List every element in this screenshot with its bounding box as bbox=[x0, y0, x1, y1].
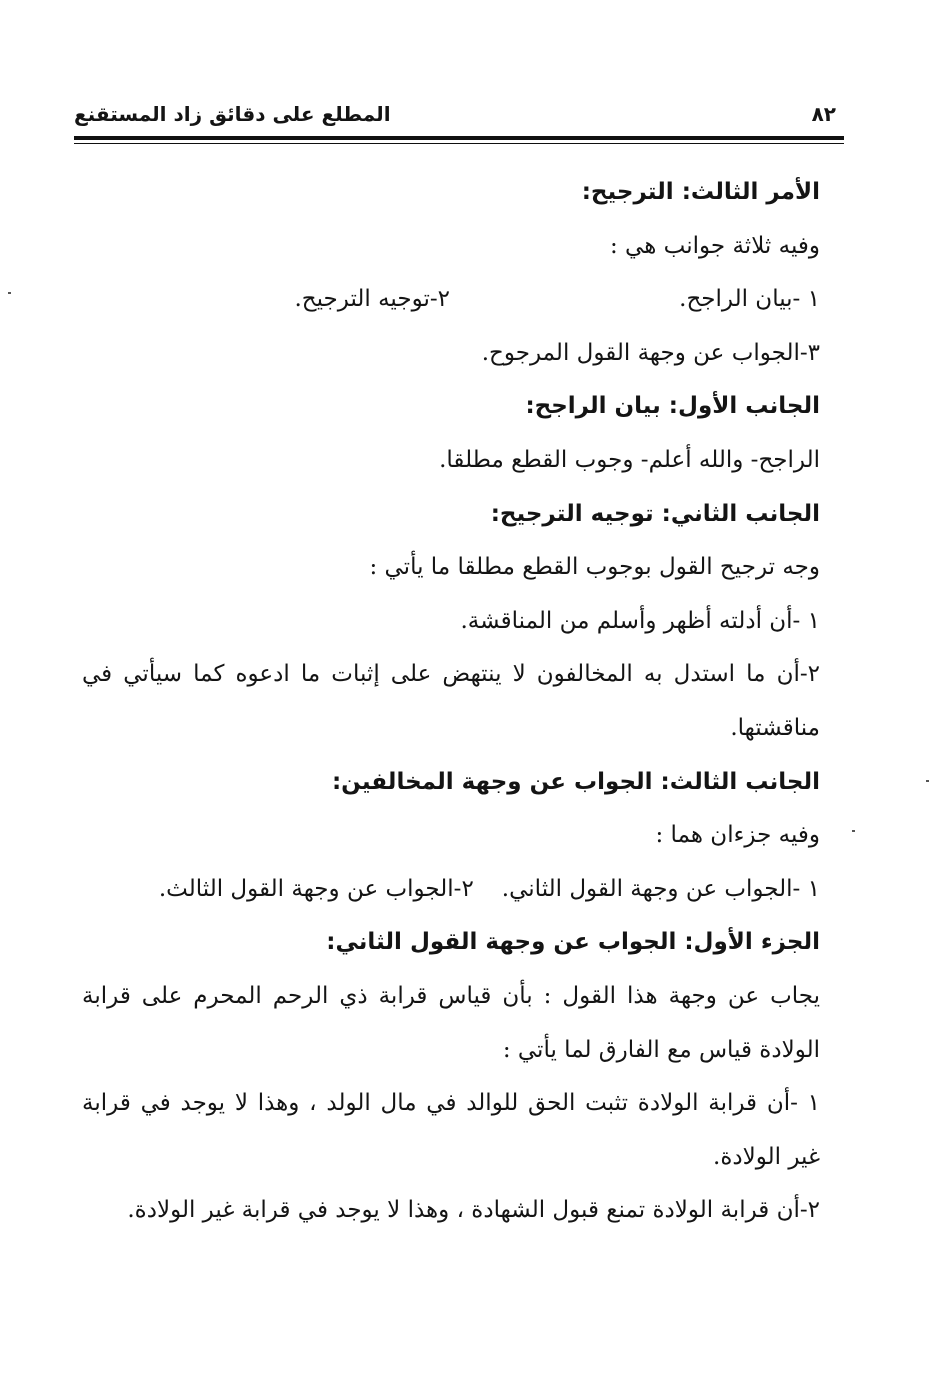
running-title: المطلع على دقائق زاد المستقنع bbox=[74, 102, 391, 126]
page-body bbox=[82, 166, 820, 1238]
parts-row bbox=[82, 863, 820, 917]
header-rule-thin bbox=[74, 143, 844, 144]
subsection-heading: الجانب الثاني: توجيه الترجيح: bbox=[490, 500, 820, 527]
paragraph: يجاب عن وجهة هذا القول : بأن قياس قرابة ذي الرحم المحرم على قرابة bbox=[82, 982, 820, 1009]
scan-speck bbox=[852, 830, 855, 832]
part-item: ١ -الجواب عن وجهة القول الثاني. bbox=[501, 875, 820, 902]
list-item-continuation: غير الولادة. bbox=[713, 1143, 820, 1170]
aspect-item: ٢-توجيه الترجيح. bbox=[294, 286, 450, 313]
paragraph: وجه ترجيح القول بوجوب القطع مطلقا ما يأتي : bbox=[369, 554, 820, 581]
subsection-heading: الجزء الأول: الجواب عن وجهة القول الثاني: bbox=[326, 929, 820, 956]
aspects-row bbox=[82, 273, 820, 327]
aspect-item: ٣-الجواب عن وجهة القول المرجوح. bbox=[481, 339, 820, 366]
list-item: ١ -أن قرابة الولادة تثبت الحق للوالد في مال الولد ، وهذا لا يوجد في قرابة bbox=[82, 1090, 820, 1117]
subsection-heading: الجانب الأول: بيان الراجح: bbox=[525, 393, 820, 420]
section-intro: وفيه جزءان هما : bbox=[655, 822, 820, 849]
scan-speck bbox=[8, 292, 11, 294]
list-item: ١ -أن أدلته أظهر وأسلم من المناقشة. bbox=[460, 607, 820, 634]
subsection-heading: الجانب الثالث: الجواب عن وجهة المخالفين: bbox=[331, 768, 820, 795]
list-item-continuation: مناقشتها. bbox=[730, 714, 820, 741]
list-item: ٢-أن قرابة الولادة تمنع قبول الشهادة ، وهذا لا يوجد في قرابة غير الولادة. bbox=[127, 1197, 820, 1224]
page-header bbox=[70, 100, 840, 134]
section-intro: وفيه ثلاثة جوانب هي : bbox=[610, 232, 820, 259]
page-number: ٨٢ bbox=[811, 102, 836, 126]
list-item: ٢-أن ما استدل به المخالفون لا ينتهض على إثبات ما ادعوه كما سيأتي في bbox=[82, 661, 820, 688]
header-rule-thick bbox=[74, 136, 844, 140]
paragraph: الراجح- والله أعلم- وجوب القطع مطلقا. bbox=[439, 446, 820, 473]
paragraph-continuation: الولادة قياس مع الفارق لما يأتي : bbox=[502, 1036, 820, 1063]
part-item: ٢-الجواب عن وجهة القول الثالث. bbox=[158, 875, 474, 902]
aspect-item: ١ -بيان الراجح. bbox=[679, 286, 820, 313]
section-heading: الأمر الثالث: الترجيح: bbox=[581, 179, 820, 205]
scan-speck bbox=[926, 780, 929, 782]
